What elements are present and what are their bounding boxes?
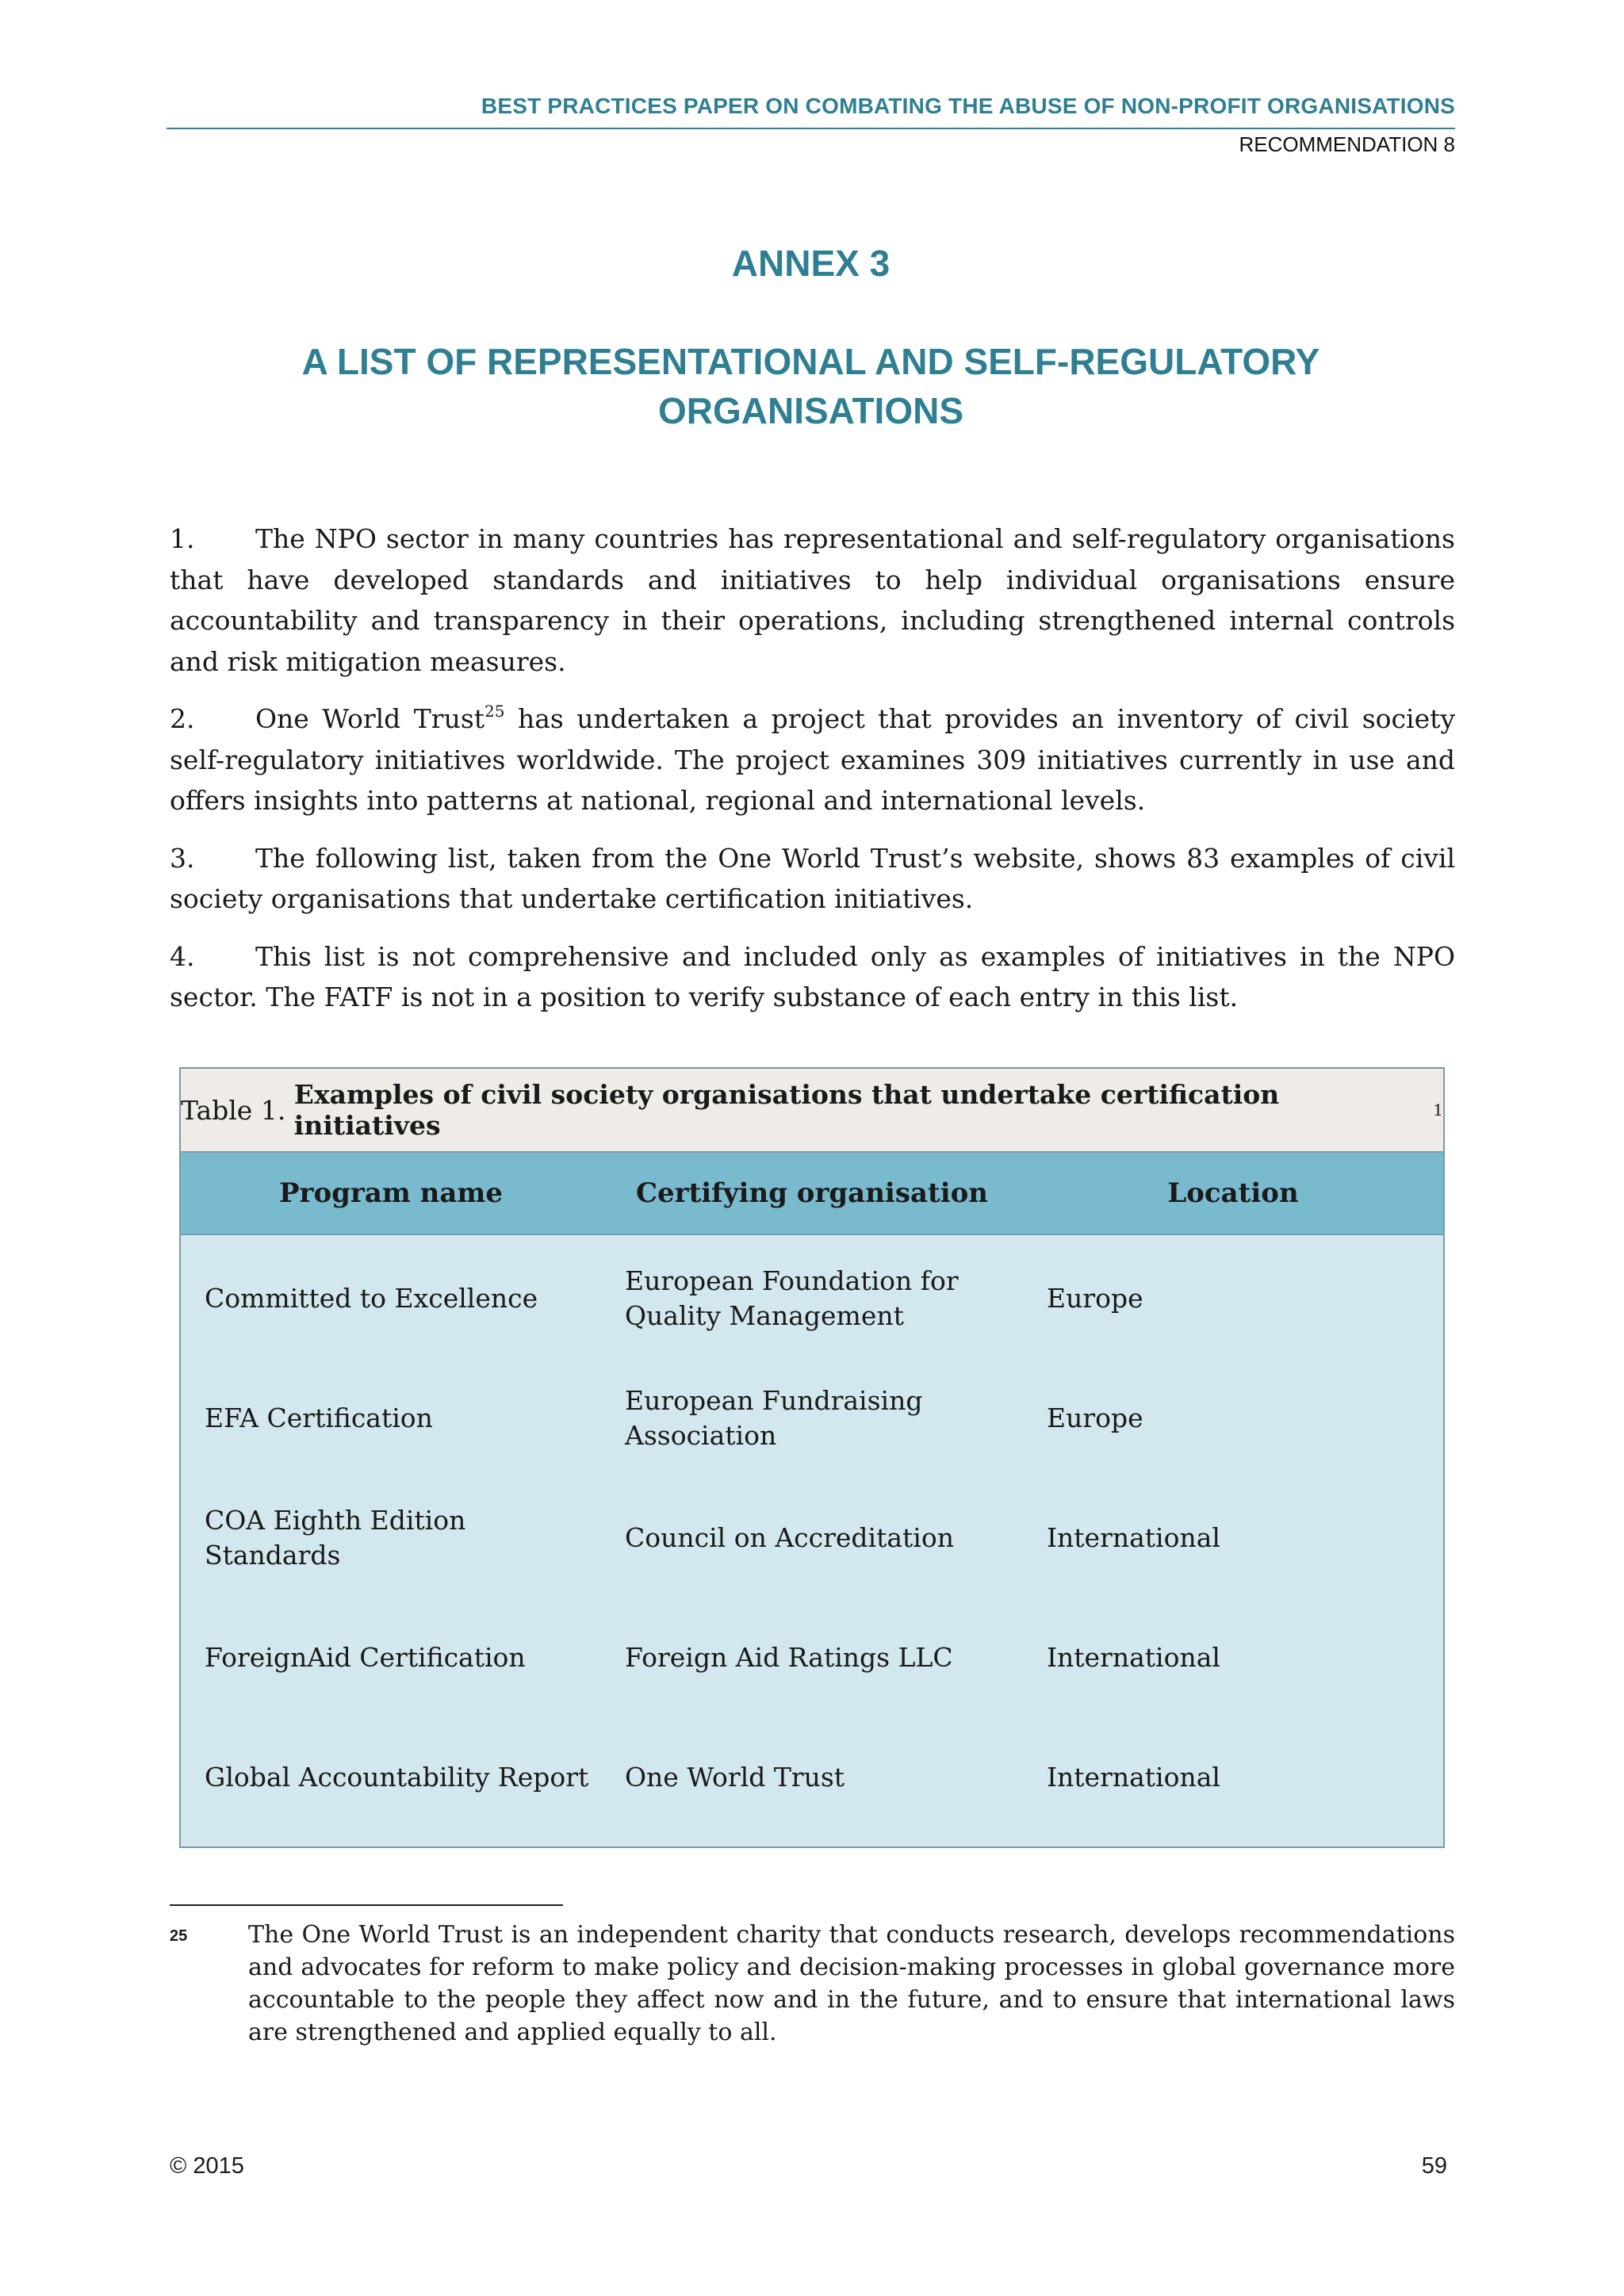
cell-organisation: Council on Accreditation (625, 1521, 954, 1553)
column-header-program: Program name (278, 1177, 504, 1209)
cell-location: Europe (1047, 1402, 1143, 1433)
running-header-subtitle: RECOMMENDATION 8 (1239, 132, 1455, 156)
table-row (181, 1358, 1443, 1478)
cell-program: ForeignAid Certification (205, 1641, 526, 1673)
paragraph-number: 3. (170, 842, 195, 874)
cell-organisation: One World Trust (625, 1761, 845, 1793)
cell-location: International (1047, 1761, 1220, 1793)
page-title-line-1: A LIST OF REPRESENTATIONAL AND SELF-REGULATORY (301, 341, 1320, 382)
paragraph-text: The NPO sector in many countries has representational and self-regulatory organisations that have developed standards and initiatives to help individual organisations ensure accountability and transparency in their operations, including strengthened internal controls and risk mitigation measures. (170, 523, 1455, 677)
paragraph-text: This list is not comprehensive and included only as examples of initiatives in the NPO sector. The FATF is not in a position to verify substance of each entry in this list. (170, 940, 1455, 1012)
paragraph-text: The following list, taken from the One World Trust’s website, shows 83 examples of civil society organisations that undertake certification initiatives. (170, 842, 1455, 914)
cell-program: Committed to Excellence (205, 1282, 538, 1314)
footnote-text: The One World Trust is an independent charity that conducts research, develops recommendations and advocates for reform to make policy and decision-making processes in global governance more accountable to the people they affect now and in the future, and to ensure that international laws are strengthened and applied equally to all. (248, 1921, 1455, 2046)
footnote-number: 25 (170, 1927, 188, 1945)
footnote-reference[interactable]: 25 (485, 702, 505, 721)
cell-organisation: Foreign Aid Ratings LLC (625, 1641, 953, 1673)
paragraph-number: 2. (170, 703, 195, 734)
paragraph-2 (170, 698, 1455, 821)
cell-organisation: European Foundation for Quality Management (625, 1265, 959, 1331)
paragraph-3 (170, 838, 1455, 920)
cell-location: International (1047, 1641, 1220, 1673)
cell-organisation: European Fundraising Association (625, 1384, 923, 1451)
paragraph-1 (170, 519, 1455, 682)
paragraph-number: 4. (170, 940, 195, 972)
table-caption-title: Examples of civil society organisations that undertake certification initiatives (293, 1079, 1280, 1141)
footer-page-number: 59 (1421, 2153, 1447, 2179)
table-row (181, 1478, 1443, 1598)
table-row (181, 1238, 1443, 1358)
column-header-organisation: Certifying organisation (635, 1177, 989, 1209)
table-body (181, 1235, 1443, 1846)
body-paragraphs (170, 519, 1455, 1035)
certification-table (179, 1067, 1445, 1848)
running-header-title: BEST PRACTICES PAPER ON COMBATING THE ABUSE OF NON-PROFIT ORGANISATIONS (481, 94, 1455, 118)
header-divider (167, 128, 1455, 129)
footer-copyright: © 2015 (170, 2153, 244, 2179)
paragraph-text: One World Trust (255, 703, 485, 734)
table-header-row (181, 1153, 1443, 1235)
paragraph-number: 1. (170, 523, 195, 554)
cell-program: Global Accountability Report (205, 1761, 589, 1793)
footnote-divider (170, 1904, 563, 1906)
page-title-line-2: ORGANISATIONS (657, 390, 964, 431)
cell-program: EFA Certification (205, 1402, 433, 1433)
table-row (181, 1717, 1443, 1837)
table-caption-prefix: Table 1. (181, 1094, 294, 1126)
cell-location: Europe (1047, 1282, 1143, 1314)
footnote (170, 1919, 1455, 2049)
column-header-location: Location (1167, 1177, 1299, 1209)
cell-location: International (1047, 1521, 1220, 1553)
cell-program: COA Eighth Edition Standards (205, 1504, 466, 1571)
page-title (206, 337, 1415, 435)
paragraph-4 (170, 936, 1455, 1018)
table-caption: Table 1. Examples of civil society organisations that undertake certification initiatives 1 (181, 1069, 1443, 1153)
annex-heading: ANNEX 3 (731, 243, 891, 284)
paragraph-text: has undertaken a project that provides an inventory of civil society self-regulatory initiatives worldwide. The project examines 309 initiatives currently in use and offers insights into patterns at national, regional and international levels. (170, 703, 1455, 816)
table-row (181, 1598, 1443, 1717)
